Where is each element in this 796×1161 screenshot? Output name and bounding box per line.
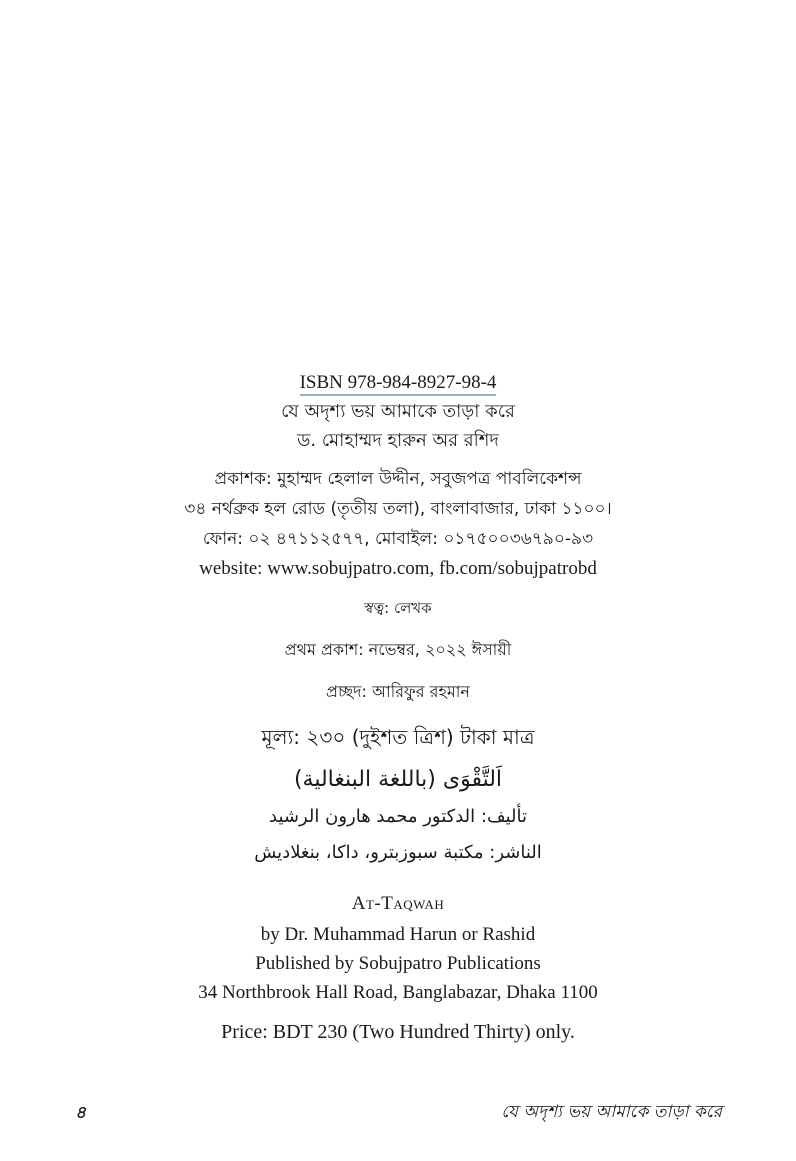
author-bengali: ড. মোহাম্মদ হারুন অর রশিদ [297, 430, 499, 451]
author-english: by Dr. Muhammad Harun or Rashid [260, 924, 536, 945]
book-title-english: At-Taqwah [351, 893, 445, 914]
isbn-text: ISBN 978-984-8927-98-4 [300, 372, 497, 396]
cover-designer-bengali: প্রচ্ছদ: আরিফুর রহমান [326, 682, 470, 701]
book-title-bengali: যে অদৃশ্য ভয় আমাকে তাড়া করে [281, 401, 515, 422]
address-bengali: ৩৪ নর্থব্রুক হল রোড (তৃতীয় তলা), বাংলাবাজার, ঢাকা ১১০০। [184, 499, 612, 519]
page-number: ৪ [75, 1103, 87, 1123]
book-title-arabic: اَلتَّقْوَى (باللغة البنغالية) [293, 767, 503, 792]
copyright-bengali: স্বত্ব: লেখক [364, 599, 432, 617]
price-bengali: মূল্য: ২৩০ (দুইশত ত্রিশ) টাকা মাত্র [261, 725, 535, 749]
isbn-line [0, 372, 796, 395]
publisher-arabic: الناشر: مكتبة سبوزبترو، داكا، بنغلاديش [254, 842, 542, 863]
price-english: Price: BDT 230 (Two Hundred Thirty) only. [221, 1021, 575, 1043]
author-arabic: تأليف: الدكتور محمد هارون الرشيد [269, 806, 527, 827]
website-line: website: www.sobujpatro.com, fb.com/sobujpatrobd [199, 558, 597, 579]
publisher-bengali: প্রকাশক: মুহাম্মদ হেলাল উদ্দীন, সবুজপত্র পাবলিকেশন্স [214, 469, 582, 489]
publisher-english: Published by Sobujpatro Publications [255, 953, 541, 974]
address-english: 34 Northbrook Hall Road, Banglabazar, Dhaka 1100 [198, 982, 598, 1003]
phone-bengali: ফোন: ০২ ৪৭১১২৫৭৭, মোবাইল: ০১৭৫০০৩৬৭৯০-৯৩ [202, 529, 594, 549]
running-head: যে অদৃশ্য ভয় আমাকে তাড়া করে [501, 1102, 722, 1122]
first-edition-bengali: প্রথম প্রকাশ: নভেম্বর, ২০২২ ঈসায়ী [284, 640, 512, 659]
